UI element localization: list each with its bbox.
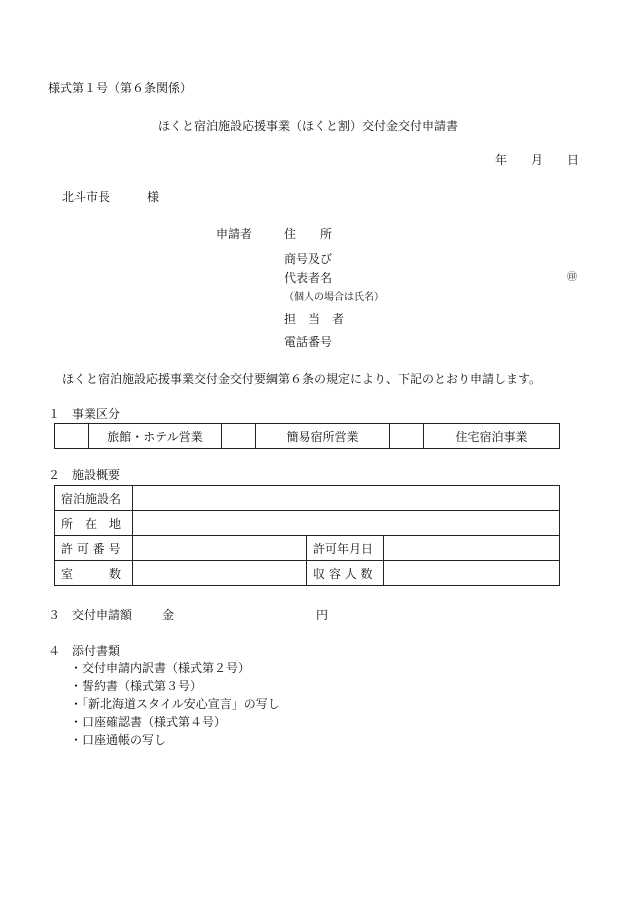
facility-overview-table (54, 485, 560, 586)
attachment-item: ・口座確認書（様式第４号） (70, 715, 227, 729)
capacity-label: 収 容 人 数 (307, 561, 384, 586)
section4-heading: ４ 添付書類 (48, 644, 121, 658)
section2-heading: ２ 施設概要 (48, 468, 121, 482)
addressee-honorific: 様 (147, 190, 160, 204)
permit-number-field[interactable] (133, 536, 307, 561)
business-type-option-2: 簡易宿所営業 (256, 424, 390, 449)
attachment-item: ・「新北海道スタイル安心宣言」の写し (70, 697, 280, 711)
attachment-item: ・口座通帳の写し (70, 733, 167, 747)
seal-mark: ㊞ (567, 272, 577, 283)
applicant-phone-label: 電話番号 (284, 335, 333, 349)
applicant-note: （個人の場合は氏名） (284, 292, 384, 303)
section3-heading: ３ 交付申請額 (48, 608, 133, 622)
date-month: 月 (531, 153, 544, 167)
body-text: ほくと宿泊施設応援事業交付金交付要綱第６条の規定により、下記のとおり申請します。 (62, 372, 542, 386)
amount-unit: 円 (316, 608, 329, 622)
applicant-contact-label: 担 当 者 (284, 312, 345, 326)
addressee-name: 北斗市長 (62, 190, 111, 204)
attachment-item: ・誓約書（様式第３号） (70, 679, 203, 693)
applicant-label: 申請者 (216, 227, 253, 241)
facility-name-label: 宿泊施設名 (55, 486, 133, 511)
business-type-checkbox-3[interactable] (390, 424, 424, 449)
applicant-address-label: 住 所 (284, 227, 333, 241)
applicant-representative-label: 代表者名 (284, 271, 333, 285)
section1-heading: １ 事業区分 (48, 407, 121, 421)
document-title: ほくと宿泊施設応援事業（ほくと割）交付金交付申請書 (158, 119, 459, 133)
permit-date-label: 許可年月日 (307, 536, 384, 561)
location-label: 所 在 地 (55, 511, 133, 536)
rooms-field[interactable] (133, 561, 307, 586)
form-number: 様式第１号（第６条関係） (48, 81, 193, 95)
business-type-option-3: 住宅宿泊事業 (424, 424, 560, 449)
applicant-trade-name-label: 商号及び (284, 252, 333, 266)
business-type-table (54, 423, 560, 449)
attachment-item: ・交付申請内訳書（様式第２号） (70, 661, 251, 675)
amount-prefix: 金 (162, 608, 175, 622)
permit-number-label: 許 可 番 号 (55, 536, 133, 561)
business-type-checkbox-2[interactable] (222, 424, 256, 449)
business-type-option-1: 旅館・ホテル営業 (89, 424, 222, 449)
business-type-checkbox-1[interactable] (55, 424, 89, 449)
capacity-field[interactable] (384, 561, 560, 586)
attachment-list (70, 659, 280, 749)
location-field[interactable] (133, 511, 560, 536)
rooms-label: 室 数 (55, 561, 133, 586)
permit-date-field[interactable] (384, 536, 560, 561)
facility-name-field[interactable] (133, 486, 560, 511)
date-year: 年 (495, 153, 508, 167)
date-day: 日 (567, 153, 580, 167)
